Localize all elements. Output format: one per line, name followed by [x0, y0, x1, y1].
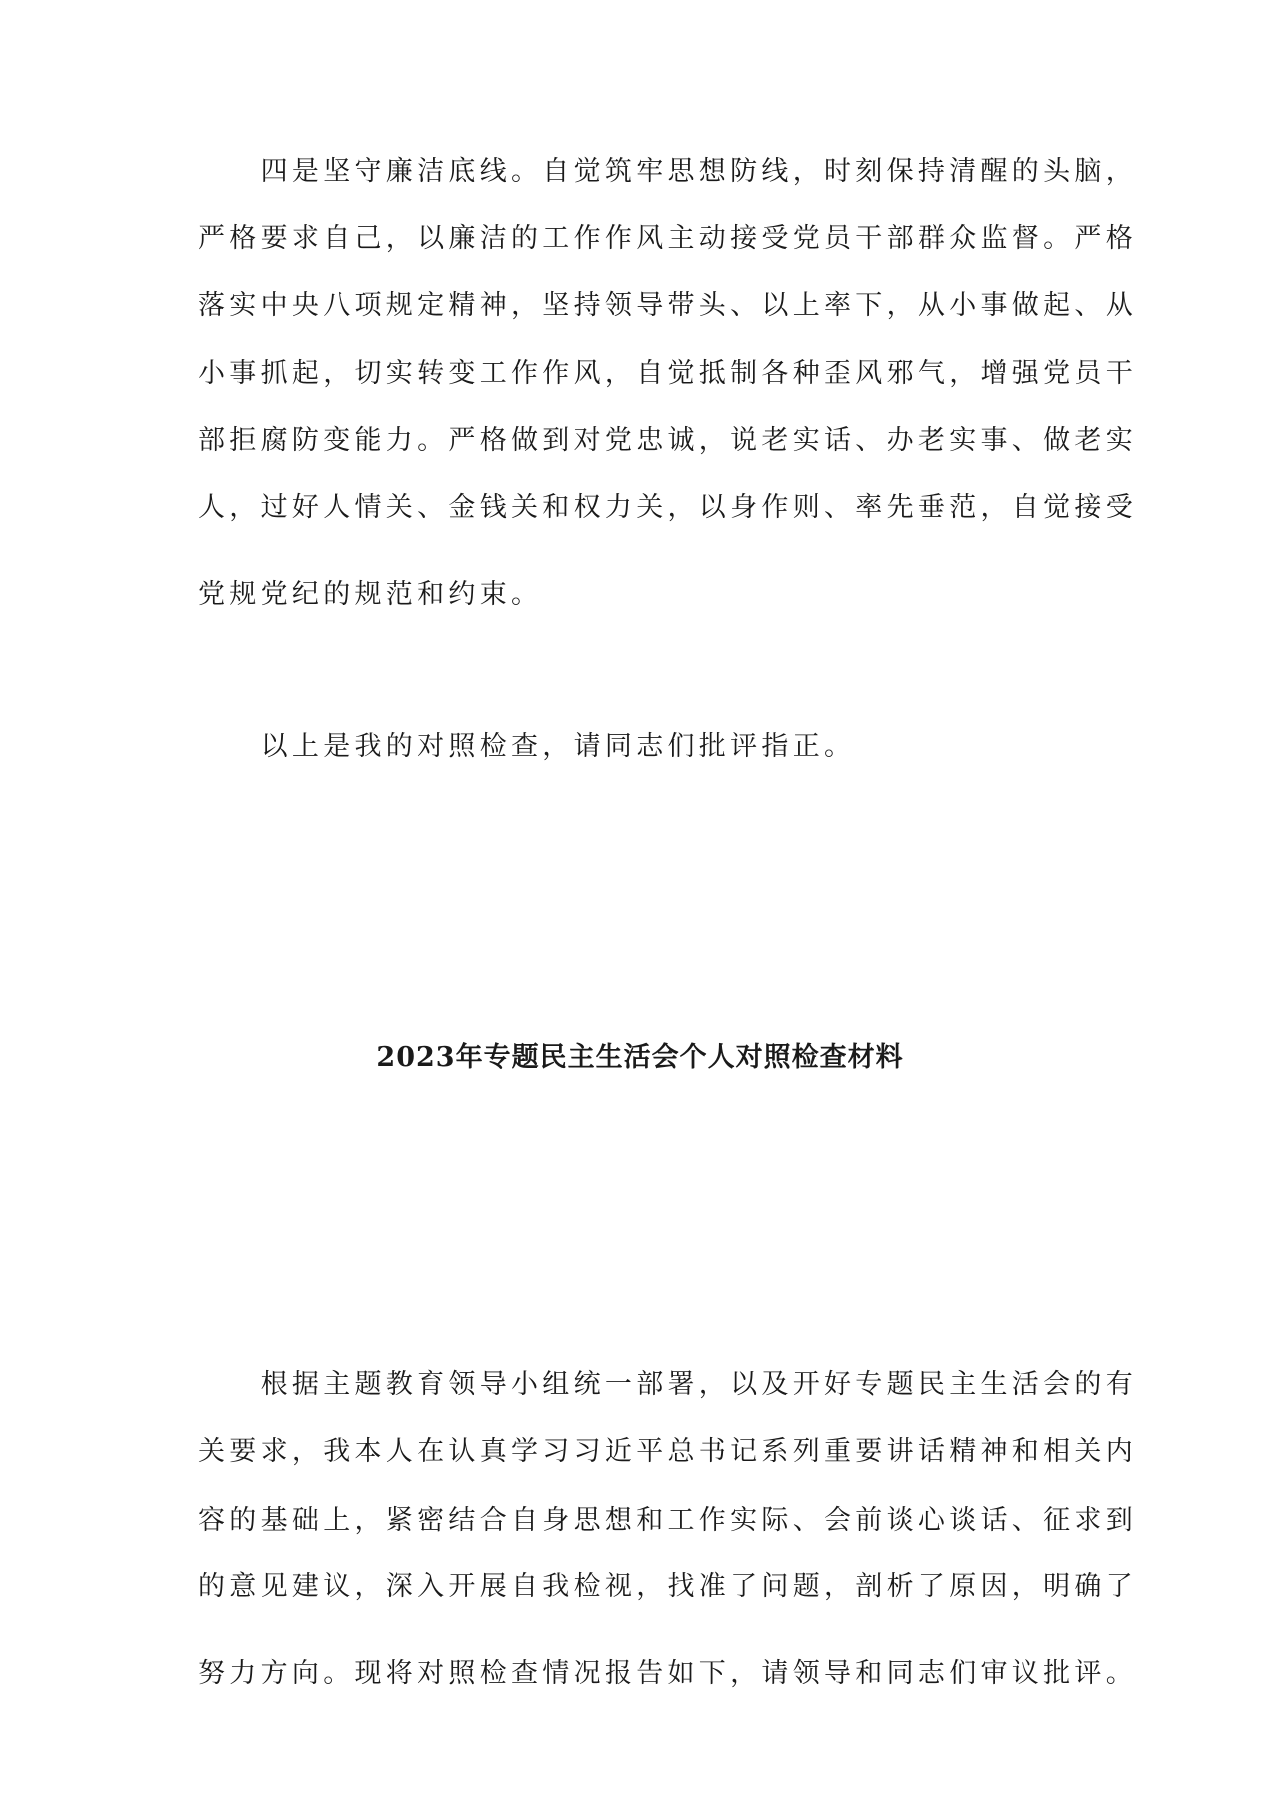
paragraph3-line-1: 根据主题教育领导小组统一部署，以及开好专题民主生活会的有	[198, 1369, 1137, 1400]
paragraph1-line-6: 人，过好人情关、金钱关和权力关，以身作则、率先垂范，自觉接受	[198, 492, 1137, 523]
paragraph1-line-3: 落实中央八项规定精神，坚持领导带头、以上率下，从小事做起、从	[198, 290, 1137, 321]
paragraph1-line-1: 四是坚守廉洁底线。自觉筑牢思想防线，时刻保持清醒的头脑，	[198, 156, 1137, 187]
document-title: 2023年专题民主生活会个人对照检查材料	[376, 1042, 904, 1073]
paragraph1-line-4: 小事抓起，切实转变工作作风，自觉抵制各种歪风邪气，增强党员干	[198, 358, 1137, 389]
paragraph3-line-5: 努力方向。现将对照检查情况报告如下，请领导和同志们审议批评。	[198, 1658, 1137, 1689]
paragraph2-line-1: 以上是我的对照检查，请同志们批评指正。	[198, 731, 856, 762]
paragraph1-line-7: 党规党纪的规范和约束。	[198, 579, 543, 610]
paragraph3-line-3: 容的基础上，紧密结合自身思想和工作实际、会前谈心谈话、征求到	[198, 1505, 1137, 1536]
paragraph3-line-2: 关要求，我本人在认真学习习近平总书记系列重要讲话精神和相关内	[198, 1436, 1137, 1467]
paragraph3-line-4: 的意见建议，深入开展自我检视，找准了问题，剖析了原因，明确了	[198, 1571, 1137, 1602]
paragraph1-line-2: 严格要求自己，以廉洁的工作作风主动接受党员干部群众监督。严格	[198, 223, 1137, 254]
paragraph1-line-5: 部拒腐防变能力。严格做到对党忠诚，说老实话、办老实事、做老实	[198, 425, 1137, 456]
